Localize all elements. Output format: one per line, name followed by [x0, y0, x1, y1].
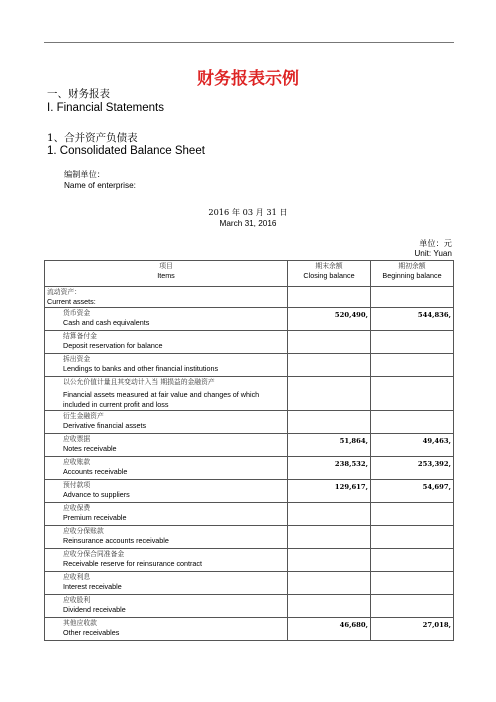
header-items-cn: 项目 [159, 262, 173, 270]
row-closing-balance [288, 526, 371, 549]
row-beginning-balance: 253,392, [371, 457, 454, 480]
table-row [45, 331, 454, 354]
row-item-cell [45, 572, 288, 595]
row-item-cn: 应收分保合同准备金 [63, 550, 125, 558]
row-item-cn: 应收账款 [63, 458, 91, 466]
page-title: 财务报表示例 [197, 69, 299, 89]
row-item-cn: 应收票据 [63, 435, 91, 443]
section-heading-en: I. Financial Statements [47, 102, 164, 114]
row-item-en: Accounts receivable [63, 467, 128, 476]
row-item-en: Lendings to banks and other financial institutions [63, 364, 219, 373]
table-row [45, 503, 454, 526]
table-row [45, 480, 454, 503]
row-beginning-balance: 544,836, [371, 308, 454, 331]
row-closing-balance [288, 572, 371, 595]
group-label-en: Current assets: [47, 297, 96, 306]
row-beginning-balance [371, 595, 454, 618]
row-beginning-balance: 54,697, [371, 480, 454, 503]
row-item-cell [45, 308, 288, 331]
row-item-cn: 拆出资金 [63, 355, 91, 363]
row-beginning-balance [371, 526, 454, 549]
row-item-cn: 衍生金融资产 [63, 412, 104, 420]
row-beginning-balance [371, 572, 454, 595]
table-row [45, 434, 454, 457]
row-beginning-balance: 27,018, [371, 618, 454, 641]
row-item-en: Notes receivable [63, 444, 117, 453]
enterprise-label-en: Name of enterprise: [64, 181, 136, 190]
header-beginning-cn: 期初余额 [398, 262, 426, 270]
table-row [45, 549, 454, 572]
row-beginning-balance [371, 354, 454, 377]
table-row [45, 572, 454, 595]
row-item-en: Derivative financial assets [63, 421, 147, 430]
row-item-en: Dividend receivable [63, 605, 126, 614]
group-label-cn: 流动资产： [47, 288, 81, 296]
row-item-cn: 货币资金 [63, 309, 91, 317]
table-row [45, 526, 454, 549]
row-closing-balance: 238,532, [288, 457, 371, 480]
balance-sheet-table [44, 260, 454, 641]
header-beginning-en: Beginning balance [382, 271, 442, 280]
row-item-en: Interest receivable [63, 582, 122, 591]
row-item-cn: 结算备付金 [63, 332, 97, 340]
row-item-cell [45, 503, 288, 526]
row-item-cn: 应收股利 [63, 596, 91, 604]
row-beginning-balance [371, 549, 454, 572]
row-item-en: Cash and cash equivalents [63, 318, 150, 327]
statement-heading-cn: 1、合并资产负债表 [47, 132, 138, 144]
table-header-row [45, 261, 454, 287]
unit-label-cn: 单位：元 [419, 238, 452, 248]
row-item-en: Reinsurance accounts receivable [63, 536, 169, 545]
row-item-cell [45, 526, 288, 549]
row-item-en: Financial assets measured at fair value and changes of which included in current profit and loss [63, 390, 260, 409]
table-row [45, 618, 454, 641]
group-beginning-cell [371, 287, 454, 308]
header-beginning [371, 261, 454, 287]
report-date-en: March 31, 2016 [219, 219, 277, 228]
row-item-en: Other receivables [63, 628, 120, 637]
row-item-cell [45, 595, 288, 618]
row-beginning-balance [371, 503, 454, 526]
row-closing-balance: 51,864, [288, 434, 371, 457]
row-closing-balance [288, 503, 371, 526]
row-item-cell [45, 434, 288, 457]
row-closing-balance [288, 595, 371, 618]
row-beginning-balance [371, 377, 454, 411]
row-beginning-balance [371, 331, 454, 354]
group-closing-cell [288, 287, 371, 308]
header-closing-en: Closing balance [303, 271, 355, 280]
row-beginning-balance [371, 411, 454, 434]
row-item-cell [45, 618, 288, 641]
header-closing-cn: 期末余额 [315, 262, 343, 270]
group-row-current-assets [45, 287, 454, 308]
enterprise-label-cn: 编制单位： [64, 169, 105, 179]
table-row [45, 308, 454, 331]
header-items-en: Items [157, 271, 175, 280]
statement-heading-en: 1. Consolidated Balance Sheet [47, 145, 205, 157]
row-item-cn: 以公允价值计量且其变动计入当 期损益的金融资产 [63, 378, 215, 386]
row-item-cn: 其他应收款 [63, 619, 97, 627]
report-date-cn: 2016 年 03 月 31 日 [208, 207, 288, 217]
row-item-cn: 应收分保账款 [63, 527, 104, 535]
row-closing-balance [288, 411, 371, 434]
row-item-cell [45, 480, 288, 503]
row-item-en: Advance to suppliers [63, 490, 130, 499]
row-closing-balance [288, 549, 371, 572]
group-label [45, 287, 288, 308]
header-items [45, 261, 288, 287]
row-closing-balance: 520,490, [288, 308, 371, 331]
header-closing [288, 261, 371, 287]
unit-label-en: Unit: Yuan [414, 249, 452, 258]
row-item-cn: 应收保费 [63, 504, 91, 512]
row-item-cn: 预付款项 [63, 481, 91, 489]
row-closing-balance: 129,617, [288, 480, 371, 503]
table-row [45, 411, 454, 434]
row-item-cell [45, 354, 288, 377]
row-closing-balance [288, 377, 371, 411]
row-item-cell [45, 411, 288, 434]
row-item-en: Premium receivable [63, 513, 127, 522]
table-row [45, 354, 454, 377]
table-row [45, 377, 454, 411]
row-item-en: Deposit reservation for balance [63, 341, 163, 350]
row-item-cell [45, 549, 288, 572]
row-item-cell [45, 331, 288, 354]
row-item-cn: 应收利息 [63, 573, 91, 581]
row-beginning-balance: 49,463, [371, 434, 454, 457]
row-closing-balance: 46,680, [288, 618, 371, 641]
row-item-cell [45, 377, 288, 411]
section-heading-cn: 一、财务报表 [47, 88, 110, 100]
table-row [45, 457, 454, 480]
header-rule [44, 42, 454, 43]
row-item-en: Receivable reserve for reinsurance contract [63, 559, 203, 568]
row-closing-balance [288, 331, 371, 354]
table-row [45, 595, 454, 618]
row-item-cell [45, 457, 288, 480]
row-closing-balance [288, 354, 371, 377]
